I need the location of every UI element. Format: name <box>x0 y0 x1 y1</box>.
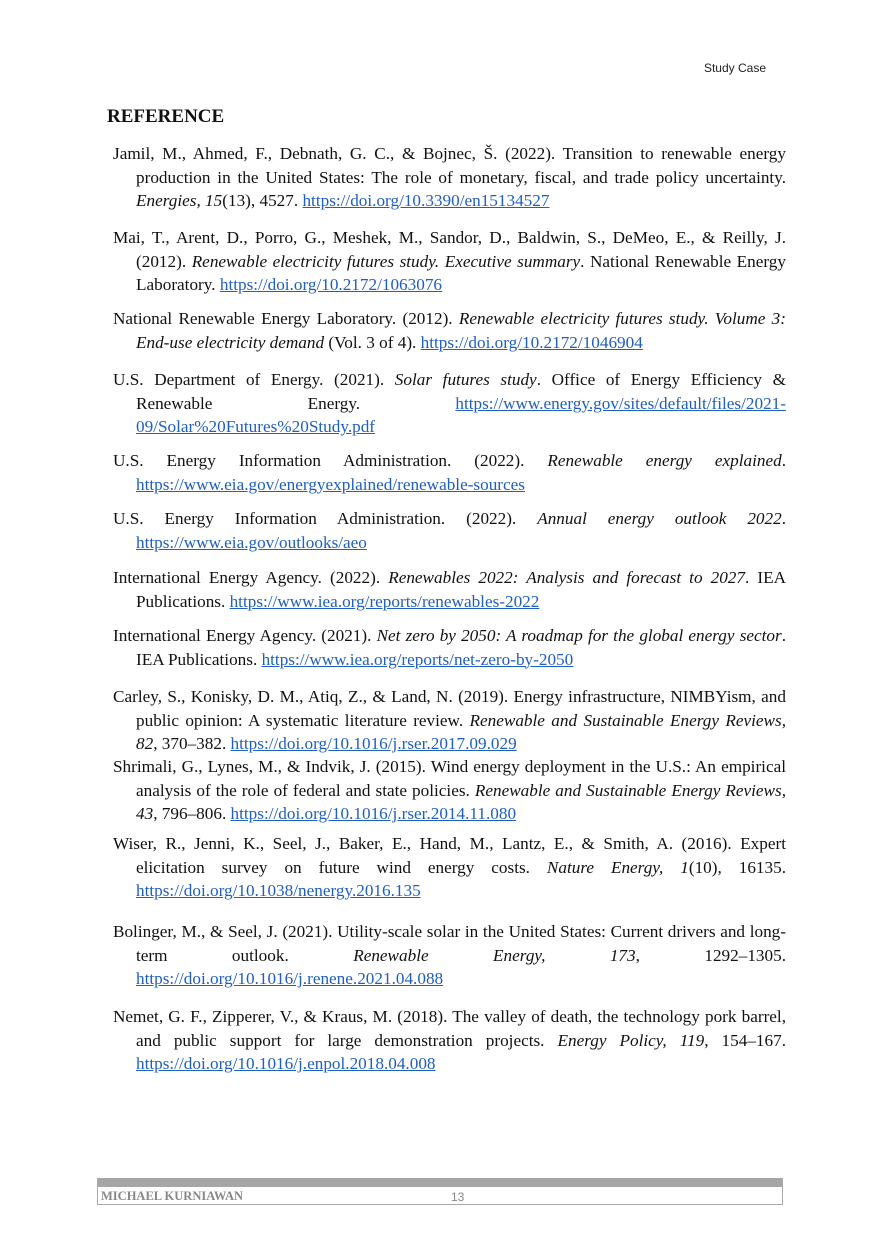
reference-source: Solar futures study <box>394 370 537 389</box>
reference-source: Renewables 2022: Analysis and forecast to 2027 <box>388 568 745 587</box>
reference-link[interactable]: https://doi.org/10.1016/j.rser.2014.11.080 <box>230 804 517 824</box>
reference-text: (13), 4527. <box>222 191 303 211</box>
reference-text: . <box>781 509 787 528</box>
reference-text: . IEA Publications. <box>136 626 786 669</box>
reference-link[interactable]: https://doi.org/10.1038/nenergy.2016.135 <box>136 881 421 901</box>
reference-text: Wiser, R., Jenni, K., Seel, J., Baker, E., Hand, M., Lantz, E., & Smith, A. (2016). Expert elicitation survey on future wind energy costs. <box>113 834 786 877</box>
reference-entry <box>113 685 786 756</box>
reference-source: Renewable Energy, 173 <box>353 945 636 965</box>
reference-source: Annual energy outlook 2022 <box>537 509 782 528</box>
reference-entry <box>113 226 786 297</box>
reference-entry <box>113 832 786 903</box>
reference-source: Renewable electricity futures study. Executive summary <box>191 251 581 271</box>
running-header: Study Case <box>703 61 766 75</box>
reference-source: Renewable electricity futures study. Volume 3: End-use electricity demand <box>136 309 786 352</box>
reference-source: Nature Energy, 1 <box>546 857 689 877</box>
reference-entry <box>113 1005 786 1076</box>
reference-entry <box>113 142 786 213</box>
reference-text: International Energy Agency. (2021). <box>113 626 377 645</box>
footer-bar <box>98 1178 782 1187</box>
reference-link[interactable]: https://doi.org/10.2172/1063076 <box>219 275 443 295</box>
reference-text: , 370–382. <box>153 734 231 754</box>
section-title: REFERENCE <box>107 106 225 127</box>
reference-text: Carley, S., Konisky, D. M., Atiq, Z., & Land, N. (2019). Energy infrastructure, NIMBYism, and public opinion: A systematic literature review. <box>113 687 786 730</box>
reference-entry <box>113 507 786 554</box>
reference-text: National Renewable Energy Laboratory. (2012). <box>113 309 459 328</box>
page-number: 13 <box>451 1190 465 1204</box>
reference-source: Net zero by 2050: A roadmap for the global energy sector <box>376 626 782 645</box>
reference-entry <box>113 755 786 826</box>
reference-text: Shrimali, G., Lynes, M., & Indvik, J. (2015). Wind energy deployment in the U.S.: An empirical analysis of the role of federal and state policies. <box>113 757 786 800</box>
reference-text: Bolinger, M., & Seel, J. (2021). Utility-scale solar in the United States: Current drivers and long-term outlook. <box>113 922 786 965</box>
reference-text: U.S. Department of Energy. (2021). <box>113 370 395 389</box>
reference-source: Energies, 15 <box>136 191 223 211</box>
reference-link[interactable]: https://doi.org/10.1016/j.rser.2017.09.029 <box>230 734 517 754</box>
reference-text: (10), 16135. <box>688 857 786 877</box>
reference-source: Renewable and Sustainable Energy Reviews, 43 <box>136 780 786 824</box>
reference-text: U.S. Energy Information Administration. (2022). <box>113 451 548 470</box>
reference-text: , 796–806. <box>153 804 231 824</box>
reference-entry <box>113 920 786 991</box>
reference-text: , 1292–1305. <box>635 945 787 965</box>
reference-text: Jamil, M., Ahmed, F., Debnath, G. C., & Bojnec, Š. (2022). Transition to renewable energy production in the United States: The role of monetary, fiscal, and trade policy uncertainty. <box>113 144 786 187</box>
reference-text: (Vol. 3 of 4). <box>324 332 421 352</box>
reference-entry <box>113 624 786 671</box>
reference-text: International Energy Agency. (2022). <box>113 568 389 587</box>
reference-text: . Office of Energy Efficiency & Renewable Energy. <box>136 370 786 413</box>
reference-text: Mai, T., Arent, D., Porro, G., Meshek, M., Sandor, D., Baldwin, S., DeMeo, E., & Reilly, J. (2012). <box>113 228 786 271</box>
reference-source: Energy Policy, 119 <box>557 1030 705 1050</box>
reference-entry <box>113 368 786 439</box>
reference-entry <box>113 449 786 496</box>
page-footer <box>97 1178 783 1205</box>
reference-link[interactable]: https://doi.org/10.1016/j.renene.2021.04.088 <box>136 969 444 989</box>
reference-text: U.S. Energy Information Administration. (2022). <box>113 509 538 528</box>
reference-entry <box>113 307 786 354</box>
reference-text: , 154–167. <box>704 1030 787 1050</box>
reference-link[interactable]: https://www.eia.gov/outlooks/aeo <box>136 532 367 552</box>
reference-link[interactable]: https://doi.org/10.1016/j.enpol.2018.04.008 <box>136 1054 436 1074</box>
reference-entry <box>113 566 786 613</box>
reference-link[interactable]: https://www.iea.org/reports/net-zero-by-2050 <box>261 649 574 669</box>
reference-link[interactable]: https://www.eia.gov/energyexplained/renewable-sources <box>136 474 525 494</box>
footer-author: MICHAEL KURNIAWAN <box>101 1189 244 1203</box>
reference-link[interactable]: https://doi.org/10.2172/1046904 <box>420 332 643 352</box>
reference-text: Nemet, G. F., Zipperer, V., & Kraus, M. (2018). The valley of death, the technology pork barrel, and public support for large demonstration projects. <box>113 1007 786 1050</box>
reference-link[interactable]: https://doi.org/10.3390/en15134527 <box>302 191 550 211</box>
reference-text: . IEA Publications. <box>136 568 786 611</box>
reference-link[interactable]: https://www.energy.gov/sites/default/files/2021-09/Solar%20Futures%20Study.pdf <box>136 393 786 437</box>
reference-source: Renewable and Sustainable Energy Reviews, 82 <box>136 710 786 754</box>
reference-source: Renewable energy explained <box>547 451 782 470</box>
reference-text: . National Renewable Energy Laboratory. <box>136 251 786 295</box>
reference-link[interactable]: https://www.iea.org/reports/renewables-2022 <box>229 591 540 611</box>
reference-text: . <box>781 451 786 470</box>
